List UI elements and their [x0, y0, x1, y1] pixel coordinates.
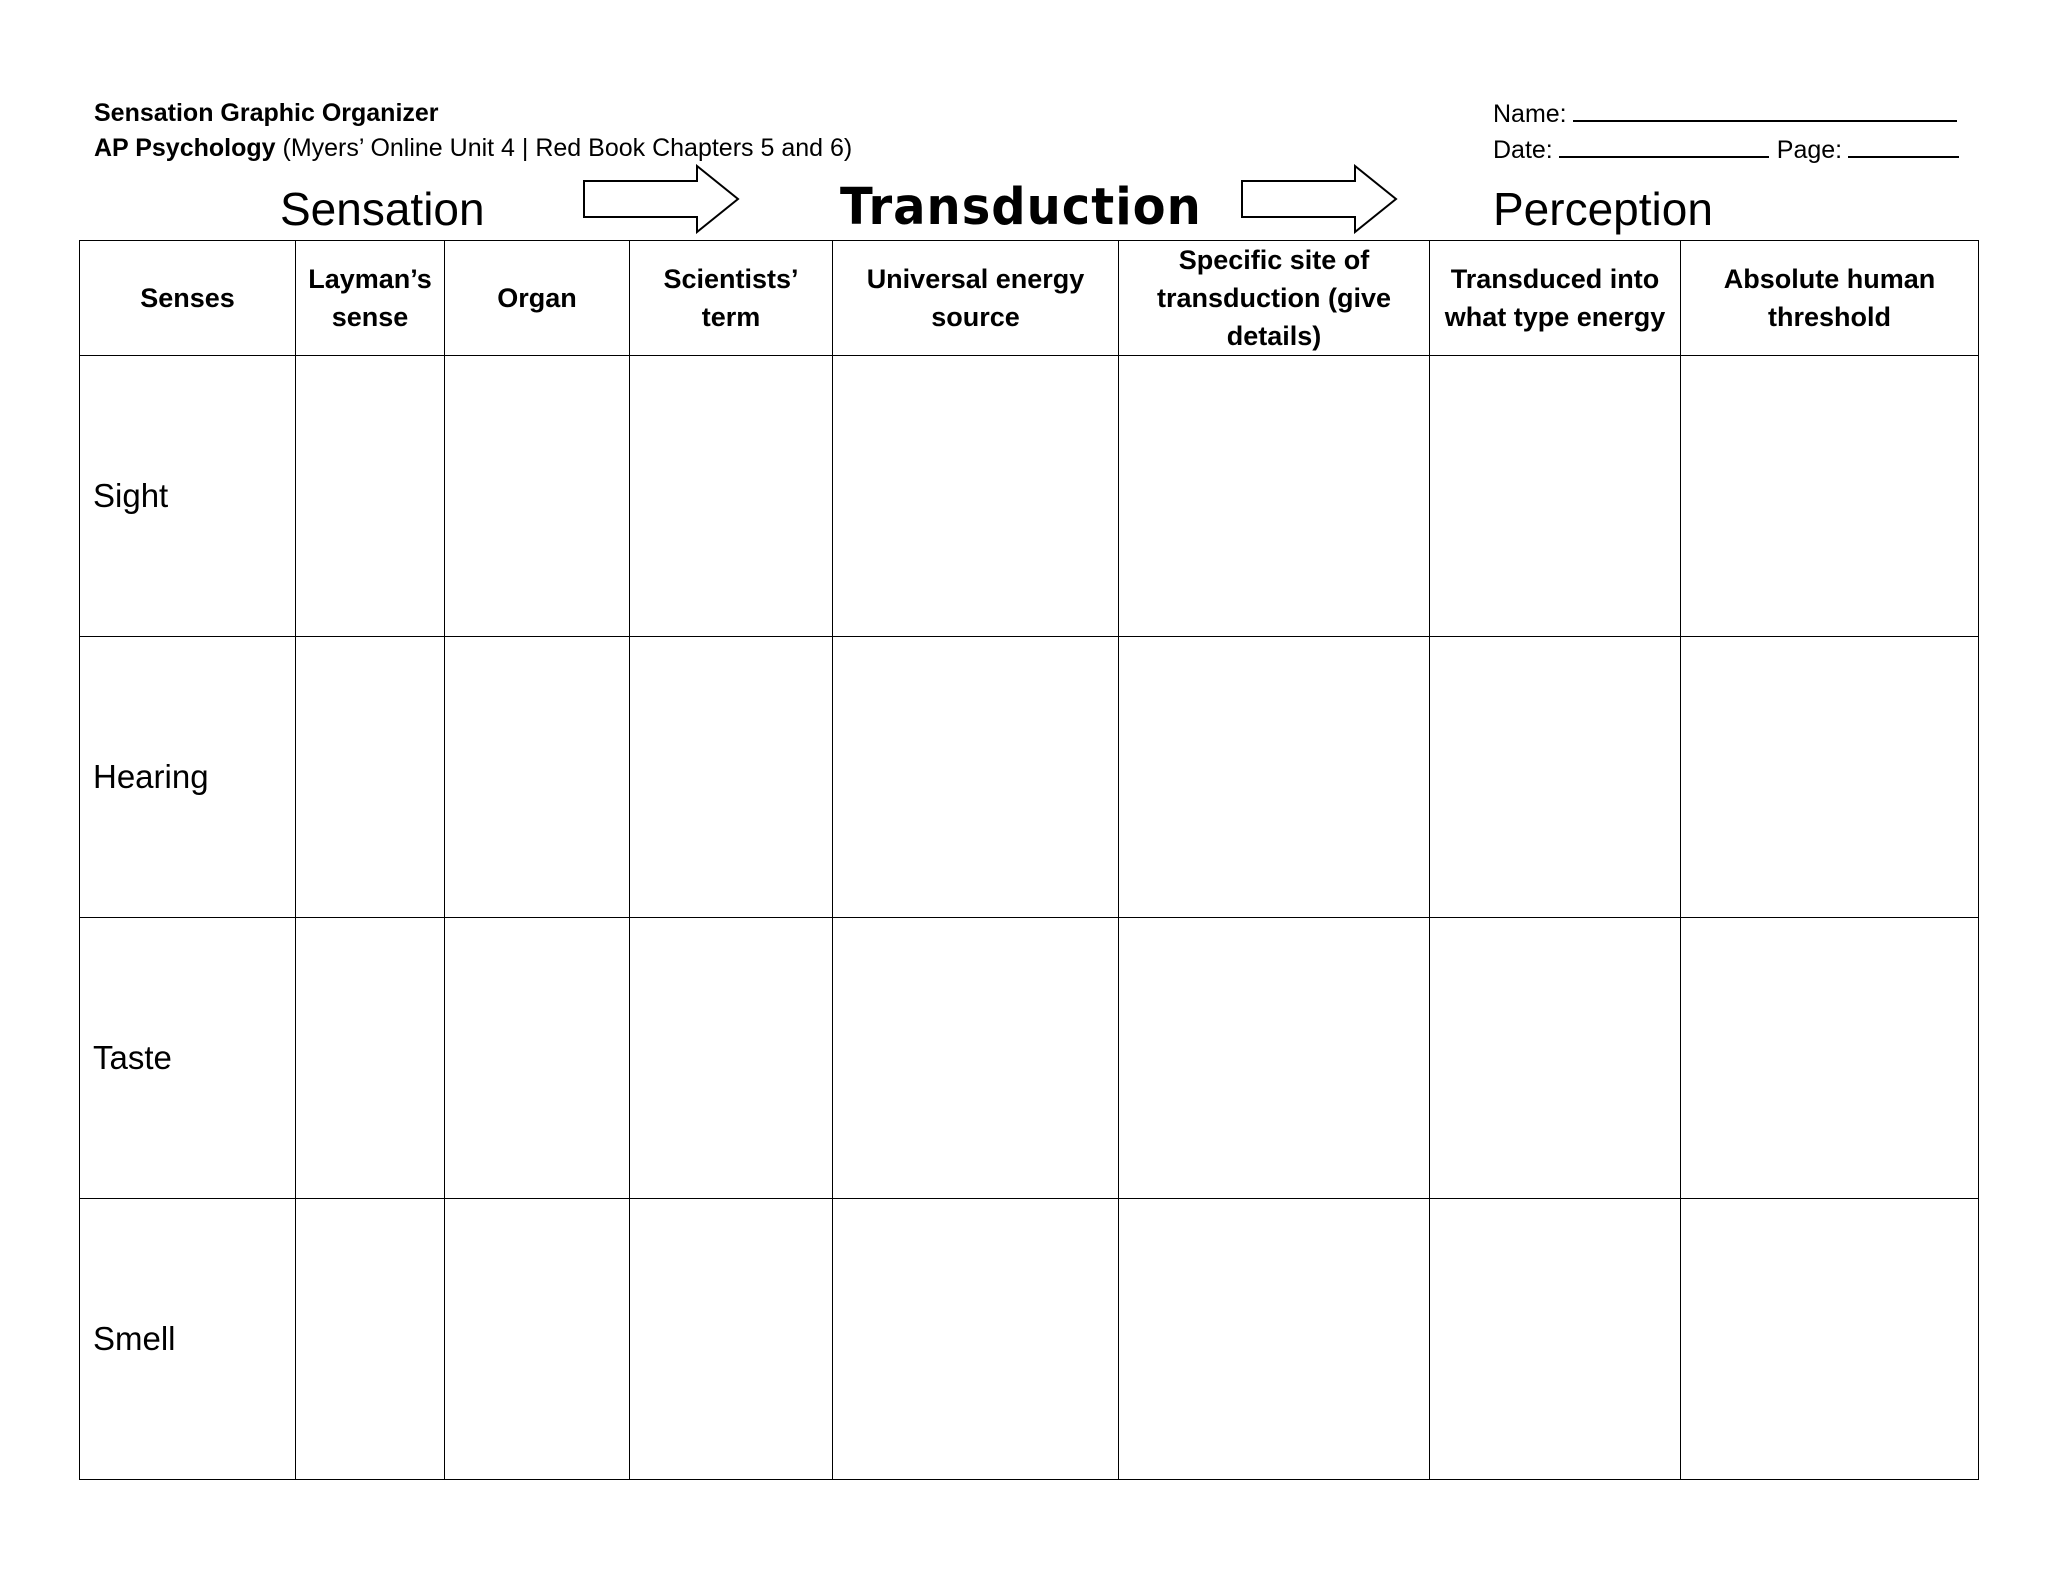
- answer-cell[interactable]: [630, 356, 833, 637]
- column-header: Layman’s sense: [296, 241, 445, 356]
- answer-cell[interactable]: [1430, 356, 1681, 637]
- column-header: Universal energy source: [833, 241, 1119, 356]
- answer-cell[interactable]: [445, 918, 630, 1199]
- column-header: Senses: [80, 241, 296, 356]
- course-reference: (Myers’ Online Unit 4 | Red Book Chapters 5 and 6): [275, 134, 853, 162]
- column-header: Scientists’ term: [630, 241, 833, 356]
- name-label: Name:: [1493, 100, 1567, 128]
- answer-cell[interactable]: [1119, 1199, 1430, 1480]
- date-page-row: [1493, 132, 1959, 168]
- answer-cell[interactable]: [1119, 637, 1430, 918]
- right-arrow-icon: [582, 164, 742, 234]
- answer-cell[interactable]: [445, 637, 630, 918]
- name-field[interactable]: [1573, 96, 1957, 122]
- answer-cell[interactable]: [833, 356, 1119, 637]
- answer-cell[interactable]: [445, 356, 630, 637]
- answer-cell[interactable]: [1681, 637, 1979, 918]
- answer-cell[interactable]: [630, 637, 833, 918]
- flow-perception: Perception: [1493, 183, 1713, 235]
- answer-cell[interactable]: [445, 1199, 630, 1480]
- answer-cell[interactable]: [833, 918, 1119, 1199]
- table-row: [80, 1199, 1979, 1480]
- name-row: [1493, 96, 1959, 132]
- answer-cell[interactable]: [833, 1199, 1119, 1480]
- answer-cell[interactable]: [1681, 1199, 1979, 1480]
- right-arrow-icon: [1240, 164, 1400, 234]
- table-header-row: [80, 241, 1979, 356]
- answer-cell[interactable]: [1681, 918, 1979, 1199]
- answer-cell[interactable]: [1119, 356, 1430, 637]
- column-header: Absolute human threshold: [1681, 241, 1979, 356]
- worksheet-header: [94, 96, 852, 166]
- column-header: Specific site of transduction (give details): [1119, 241, 1430, 356]
- table-row: [80, 356, 1979, 637]
- date-field[interactable]: [1559, 132, 1769, 158]
- flow-sensation: Sensation: [280, 183, 485, 235]
- column-header: Organ: [445, 241, 630, 356]
- student-info: [1493, 96, 1959, 168]
- sense-label: Hearing: [80, 637, 296, 918]
- answer-cell[interactable]: [1681, 356, 1979, 637]
- answer-cell[interactable]: [630, 1199, 833, 1480]
- answer-cell[interactable]: [296, 918, 445, 1199]
- table-row: [80, 918, 1979, 1199]
- answer-cell[interactable]: [630, 918, 833, 1199]
- answer-cell[interactable]: [833, 637, 1119, 918]
- sense-label: Taste: [80, 918, 296, 1199]
- worksheet-title: Sensation Graphic Organizer: [94, 99, 439, 127]
- answer-cell[interactable]: [1430, 1199, 1681, 1480]
- sense-label: Smell: [80, 1199, 296, 1480]
- flow-transduction: Transduction: [840, 177, 1202, 237]
- answer-cell[interactable]: [296, 356, 445, 637]
- course-name: AP Psychology: [94, 134, 276, 162]
- page-field[interactable]: [1848, 132, 1959, 158]
- column-header: Transduced into what type energy: [1430, 241, 1681, 356]
- answer-cell[interactable]: [1430, 918, 1681, 1199]
- page-label: Page:: [1776, 136, 1843, 164]
- answer-cell[interactable]: [296, 1199, 445, 1480]
- answer-cell[interactable]: [1119, 918, 1430, 1199]
- sense-label: Sight: [80, 356, 296, 637]
- date-label: Date:: [1493, 136, 1553, 164]
- answer-cell[interactable]: [296, 637, 445, 918]
- worksheet-subtitle: [94, 131, 852, 166]
- sensation-table: [79, 240, 1979, 1480]
- answer-cell[interactable]: [1430, 637, 1681, 918]
- table-row: [80, 637, 1979, 918]
